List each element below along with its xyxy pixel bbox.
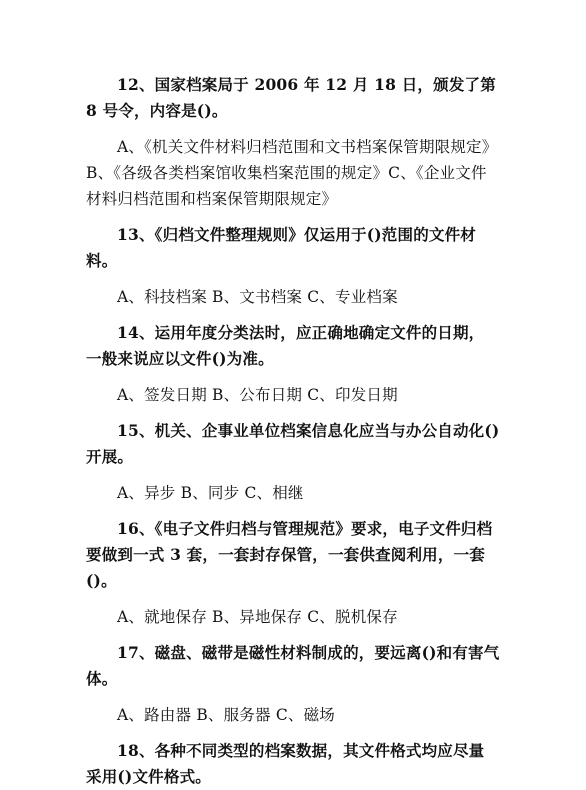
options-13: A、科技档案 B、文书档案 C、专业档案 [117,288,398,306]
options-15: A、异步 B、同步 C、相继 [117,484,304,502]
question-18: 18、各种不同类型的档案数据，其文件格式均应尽量采用()文件格式。 [86,741,485,786]
options-16: A、就地保存 B、异地保存 C、脱机保存 [117,608,398,626]
question-13: 13、《归档文件整理规则》仅运用于()范围的文件材料。 [86,225,476,270]
options-17: A、路由器 B、服务器 C、磁场 [117,706,335,724]
options-12: A、《机关文件材料归档范围和文书档案保管期限规定》B、《各级各类档案馆收集档案范围的规定》C、《企业文件材料归档范围和档案保管期限规定》 [86,138,498,208]
question-16: 16、《电子文件归档与管理规范》要求，电子文件归档要做到一式 3 套，一套封存保管，一套供查阅利用，一套()。 [86,519,493,590]
question-12: 12、国家档案局于 2006 年 12 月 18 日，颁发了第 8 号令，内容是()。 [86,75,496,120]
question-14: 14、运用年度分类法时，应正确地确定文件的日期，一般来说应以文件()为准。 [86,323,485,368]
question-17: 17、磁盘、磁带是磁性材料制成的，要远离()和有害气体。 [86,643,500,688]
question-15: 15、机关、企事业单位档案信息化应当与办公自动化()开展。 [86,421,500,466]
options-14: A、签发日期 B、公布日期 C、印发日期 [117,386,398,404]
